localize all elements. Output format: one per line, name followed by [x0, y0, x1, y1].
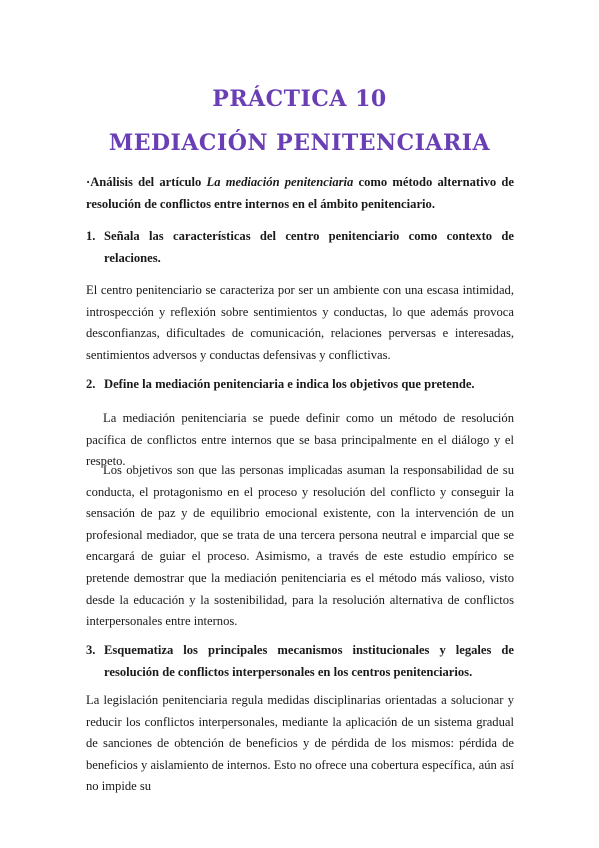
question-2 [86, 374, 514, 396]
intro-suffix: como método alternativo de resolución de conflictos entre internos en el ámbito penitenciario. [86, 175, 514, 211]
answer-1-paragraph: El centro penitenciario se caracteriza por ser un ambiente con una escasa intimidad, introspección y reflexión sobre sentimientos y conductas, lo que además provoca desconfianzas, dificultades de comunicación, relaciones perversas e interesadas, sentimientos adversos y conductas defensivas y conflictivas. [86, 283, 514, 362]
question-number: 3. [86, 643, 96, 657]
intro-prefix: ·Análisis del artículo [86, 175, 207, 189]
answer-2-paragraph-1: La mediación penitenciaria se puede definir como un método de resolución pacífica de conflictos entre internos que se basa principalmente en el diálogo y el respeto. [86, 411, 514, 469]
question-number: 1. [86, 229, 96, 243]
answer-3-paragraph: La legislación penitenciaria regula medidas disciplinarias orientadas a solucionar y reducir los conflictos interpersonales, mediante la aplicación de un sistema gradual de sanciones de obtención de beneficios y de pérdida de los mismos: pérdida de beneficios y aislamiento de internos. Esto no ofrece una cobertura específica, aún así no impide su [86, 693, 514, 794]
answer-2-paragraph-2: Los objetivos son que las personas implicadas asuman la responsabilidad de su conducta, el protagonismo en el proceso y resolución del conflicto y conseguir la sensación de paz y de equilibrio emocional existente, con la intervención de un profesional mediador, que se trata de una tercera persona neutral e imparcial que se encargará de guiar el proceso. Asimismo, a través de este estudio empírico se pretende demostrar que la mediación penitenciaria es el método más valioso, visto desde la educación y la sostenibilidad, para la resolución alternativa de conflictos interpersonales entre internos. [86, 463, 514, 629]
page-subtitle: MEDIACIÓN PENITENCIARIA [108, 130, 491, 156]
question-3 [86, 640, 514, 683]
question-text: Define la mediación penitenciaria e indica los objetivos que pretende. [104, 377, 475, 391]
question-1 [86, 226, 514, 269]
intro-paragraph [86, 172, 514, 215]
question-text: Esquematiza los principales mecanismos institucionales y legales de resolución de conflictos interpersonales en los centros penitenciarios. [104, 643, 514, 679]
question-number: 2. [86, 377, 96, 391]
question-text: Señala las características del centro penitenciario como contexto de relaciones. [104, 229, 514, 265]
page-title: PRÁCTICA 10 [212, 86, 387, 112]
article-title: La mediación penitenciaria [206, 175, 354, 189]
